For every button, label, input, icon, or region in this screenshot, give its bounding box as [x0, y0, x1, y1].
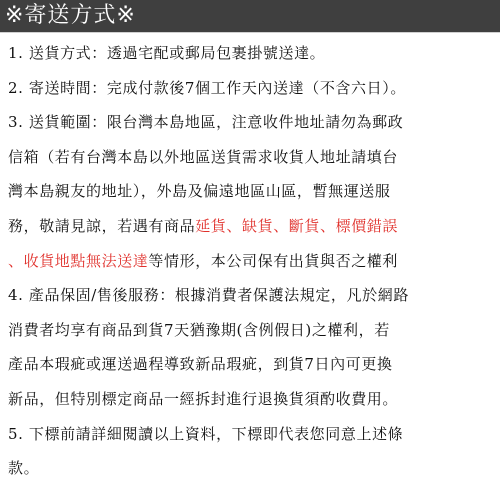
line-text: 新品，但特別標定商品一經拆封進行退換貨須酌收費用。 — [8, 389, 399, 408]
info-line-4 — [8, 140, 492, 175]
line-text: 5. 下標前請詳細閱讀以上資料，下標即代表您同意上述條 — [8, 424, 404, 443]
line-text: 4. 產品保固/售後服務：根據消費者保護法規定，凡於網路 — [8, 286, 409, 305]
info-line-7 — [8, 244, 492, 279]
info-line-12 — [8, 417, 492, 452]
line-text: 信箱（若有台灣本島以外地區送貨需求收貨人地址請填台 — [8, 147, 399, 166]
line-text: 1. 送貨方式：透過宅配或郵局包裹掛號送達。 — [8, 44, 326, 62]
line-text: 等情形，本公司保有出貨與否之權利 — [148, 251, 399, 270]
highlight-text: 延貨、缺貨、斷貨、標價錯誤 — [195, 216, 399, 235]
line-text: 款。 — [8, 459, 40, 478]
info-line-3 — [8, 105, 492, 140]
line-text: 3. 送貨範圍：限台灣本島地區，注意收件地址請勿為郵政 — [8, 113, 404, 132]
line-text: 產品本瑕疵或運送過程導致新品瑕疵，到貨7日內可更換 — [8, 355, 393, 374]
info-line-13 — [8, 451, 492, 486]
info-line-8 — [8, 278, 492, 313]
info-line-6 — [8, 209, 492, 244]
line-text: 2. 寄送時間：完成付款後7個工作天內送達（不含六日）。 — [8, 78, 406, 97]
section-header — [0, 0, 500, 33]
info-line-10 — [8, 347, 492, 382]
line-text: 灣本島親友的地址），外島及偏遠地區山區，暫無運送服 — [8, 182, 391, 201]
info-line-1 — [8, 36, 492, 71]
info-line-11 — [8, 382, 492, 417]
highlight-text: 、收貨地點無法送達 — [8, 251, 149, 270]
line-text: 務，敬請見諒，若遇有商品 — [8, 216, 196, 235]
shipping-info-body — [8, 36, 492, 486]
info-line-2 — [8, 71, 492, 106]
line-text: 消費者均享有商品到貨7天猶豫期(含例假日)之權利，若 — [8, 320, 390, 339]
section-title: ※寄送方式※ — [5, 3, 136, 28]
info-line-5 — [8, 174, 492, 209]
info-line-9 — [8, 313, 492, 348]
